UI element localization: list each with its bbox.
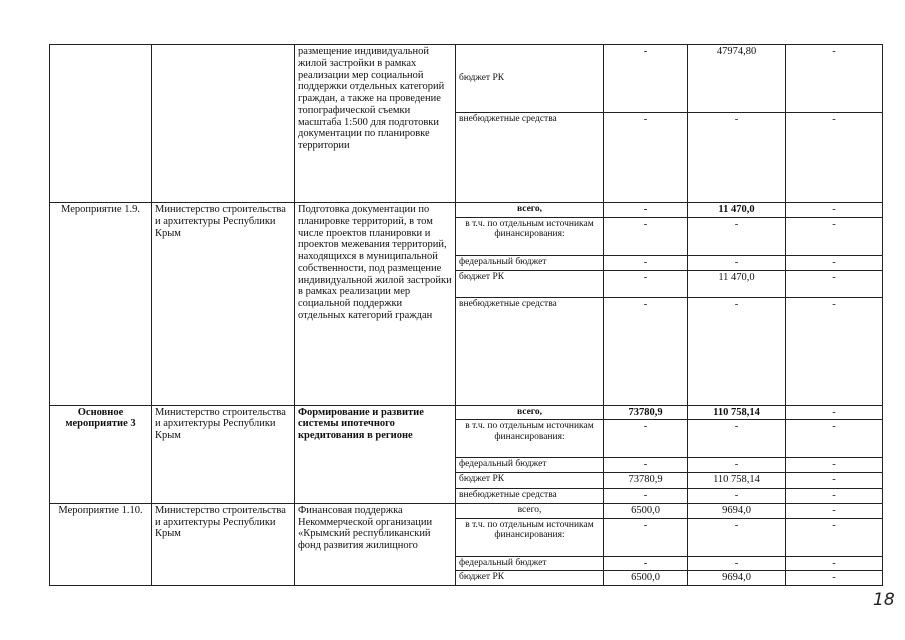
funding-source: всего,: [456, 203, 604, 218]
value-col-1: -: [604, 113, 688, 203]
value-col-1: -: [604, 518, 688, 556]
value-col-2: -: [688, 420, 786, 458]
value-col-3: -: [786, 420, 883, 458]
value-col-2: -: [688, 518, 786, 556]
value-col-1: 6500,0: [604, 503, 688, 518]
value-col-2: 9694,0: [688, 503, 786, 518]
value-col-1: -: [604, 203, 688, 218]
value-col-3: -: [786, 113, 883, 203]
value-col-3: -: [786, 405, 883, 420]
funding-source: внебюджетные средства: [456, 489, 604, 504]
value-col-3: -: [786, 556, 883, 571]
activity-description: Финансовая поддержка Некоммерческой организации «Крымский республиканский фонд развития жилищного: [295, 503, 456, 586]
value-col-1: -: [604, 45, 688, 113]
value-col-2: 110 758,14: [688, 405, 786, 420]
table-row: [50, 45, 883, 113]
funding-source: федеральный бюджет: [456, 556, 604, 571]
value-col-2: -: [688, 556, 786, 571]
value-col-2: -: [688, 297, 786, 405]
funding-source: внебюджетные средства: [456, 113, 604, 203]
funding-source: федеральный бюджет: [456, 255, 604, 270]
funding-source: в т.ч. по отдельным источникам финансирования:: [456, 217, 604, 255]
activity-code-cell: Основное мероприятие 3: [50, 405, 152, 503]
executor-cell: [152, 45, 295, 203]
value-col-2: 11 470,0: [688, 270, 786, 297]
value-col-3: -: [786, 297, 883, 405]
page-number: 18: [873, 590, 895, 610]
value-col-1: 73780,9: [604, 405, 688, 420]
table-row: [50, 503, 883, 518]
value-col-1: -: [604, 556, 688, 571]
value-col-2: 9694,0: [688, 571, 786, 586]
value-col-2: -: [688, 217, 786, 255]
funding-source: всего,: [456, 503, 604, 518]
value-col-1: -: [604, 270, 688, 297]
activity-code-cell: Мероприятие 1.10.: [50, 503, 152, 586]
activity-description: размещение индивидуальной жилой застройки в рамках реализации мер социальной поддержки отдельных категорий граждан, а также на проведение топографической съемки масштаба 1:500 для подготовки документации по планировке территории: [295, 45, 456, 203]
value-col-3: -: [786, 489, 883, 504]
value-col-2: 110 758,14: [688, 473, 786, 489]
activity-code-cell: [50, 45, 152, 203]
value-col-1: -: [604, 217, 688, 255]
value-col-3: -: [786, 203, 883, 218]
value-col-3: -: [786, 270, 883, 297]
funding-source: бюджет РК: [456, 45, 604, 113]
value-col-1: 73780,9: [604, 473, 688, 489]
funding-source: федеральный бюджет: [456, 458, 604, 473]
value-col-1: 6500,0: [604, 571, 688, 586]
value-col-3: -: [786, 518, 883, 556]
value-col-2: -: [688, 458, 786, 473]
activity-code-cell: Мероприятие 1.9.: [50, 203, 152, 406]
value-col-3: -: [786, 217, 883, 255]
value-col-1: -: [604, 297, 688, 405]
funding-source: бюджет РК: [456, 270, 604, 297]
funding-source: всего,: [456, 405, 604, 420]
table-row: [50, 405, 883, 420]
funding-source: внебюджетные средства: [456, 297, 604, 405]
value-col-2: 47974,80: [688, 45, 786, 113]
executor-cell: Министерство строительства и архитектуры Республики Крым: [152, 405, 295, 503]
executor-cell: Министерство строительства и архитектуры Республики Крым: [152, 503, 295, 586]
value-col-1: -: [604, 458, 688, 473]
value-col-3: -: [786, 503, 883, 518]
value-col-1: -: [604, 255, 688, 270]
value-col-2: 11 470,0: [688, 203, 786, 218]
activity-description: Формирование и развитие системы ипотечного кредитования в регионе: [295, 405, 456, 503]
value-col-3: -: [786, 255, 883, 270]
value-col-3: -: [786, 458, 883, 473]
table-row: [50, 203, 883, 218]
funding-source: бюджет РК: [456, 473, 604, 489]
funding-source: в т.ч. по отдельным источникам финансирования:: [456, 518, 604, 556]
value-col-3: -: [786, 571, 883, 586]
value-col-1: -: [604, 420, 688, 458]
value-col-1: -: [604, 489, 688, 504]
value-col-2: -: [688, 113, 786, 203]
value-col-2: -: [688, 255, 786, 270]
value-col-2: -: [688, 489, 786, 504]
funding-source: бюджет РК: [456, 571, 604, 586]
executor-cell: Министерство строительства и архитектуры Республики Крым: [152, 203, 295, 406]
activity-description: Подготовка документации по планировке территорий, в том числе проектов планировки и проектов межевания территорий, находящихся в муниципальной собственности, под размещение индивидуальной жилой застройки в рамках реализации мер социальной поддержки отдельных категорий граждан: [295, 203, 456, 406]
value-col-3: -: [786, 45, 883, 113]
funding-source: в т.ч. по отдельным источникам финансирования:: [456, 420, 604, 458]
budget-table: [49, 44, 883, 586]
value-col-3: -: [786, 473, 883, 489]
